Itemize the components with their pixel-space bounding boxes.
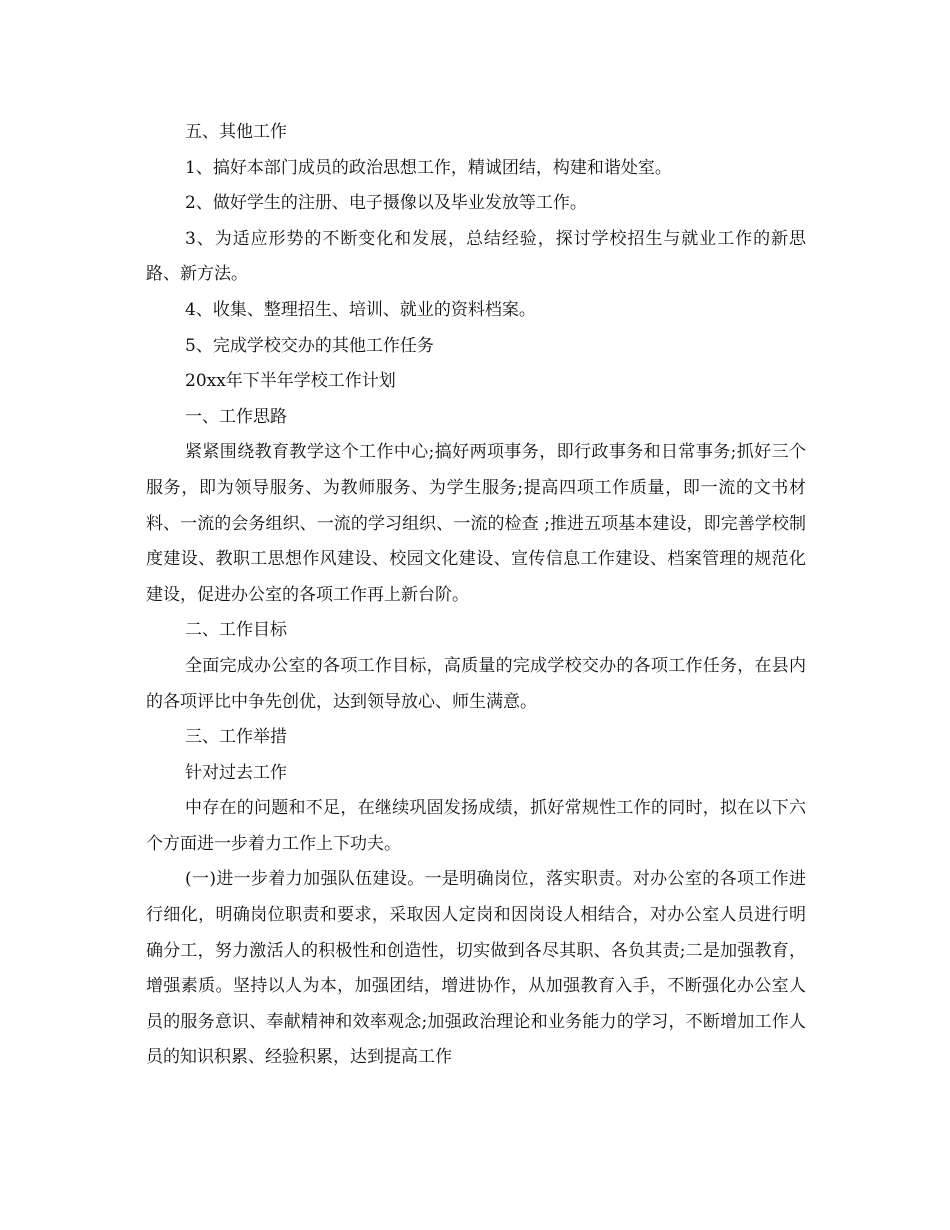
- paragraph-measures-body: 中存在的问题和不足，在继续巩固发扬成绩，抓好常规性工作的同时，拟在以下六个方面进一步着力工作上下功夫。: [146, 798, 806, 854]
- heading-other-work: 五、其他工作: [185, 122, 287, 142]
- plan-title: 20xx年下半年学校工作计划: [185, 371, 396, 392]
- list-item: 2、做好学生的注册、电子摄像以及毕业发放等工作。: [185, 193, 587, 214]
- heading-work-goals: 二、工作目标: [185, 620, 287, 641]
- list-item: 3、为适应形势的不断变化和发展，总结经验，探讨学校招生与就业工作的新思路、新方法。: [146, 228, 806, 285]
- list-item: 4、收集、整理招生、培训、就业的资料档案。: [185, 299, 536, 320]
- heading-work-measures: 三、工作举措: [185, 727, 287, 748]
- paragraph-work-goals: 全面完成办公室的各项工作目标，高质量的完成学校交办的各项工作任务，在县内的各项评比中争先创优，达到领导放心、师生满意。: [146, 655, 806, 712]
- document-body: [146, 115, 806, 1076]
- paragraph-work-approach: 紧紧围绕教育教学这个工作中心;搞好两项事务，即行政事务和日常事务;抓好三个服务，即为领导服务、为教师服务、为学生服务;提高四项工作质量，即一流的文书材料、一流的会务组织、一流的学习组织、一流的检查 ;推进五项基本建设，即完善学校制度建设、教职工思想作风建设、校园文化建设、宣传信息工作建设、档案管理的规范化建设，促进办公室的各项工作再上新台阶。: [146, 442, 806, 605]
- list-item: 1、搞好本部门成员的政治思想工作，精诚团结，构建和谐处室。: [185, 157, 672, 178]
- list-item: 5、完成学校交办的其他工作任务: [185, 335, 434, 356]
- paragraph-team-building: (一)进一步着力加强队伍建设。一是明确岗位，落实职责。对办公室的各项工作进行细化，明确岗位职责和要求，采取因人定岗和因岗设人相结合，对办公室人员进行明确分工，努力激活人的积极性和创造性，切实做到各尽其职、各负其责;二是加强教育，增强素质。坚持以人为本，加强团结，增进协作，从加强教育入手，不断强化办公室人员的服务意识、奉献精神和效率观念;加强政治理论和业务能力的学习，不断增加工作人员的知识积累、经验积累，达到提高工作: [146, 869, 806, 1068]
- paragraph-measures-intro: 针对过去工作: [185, 762, 287, 783]
- heading-work-approach: 一、工作思路: [185, 406, 287, 427]
